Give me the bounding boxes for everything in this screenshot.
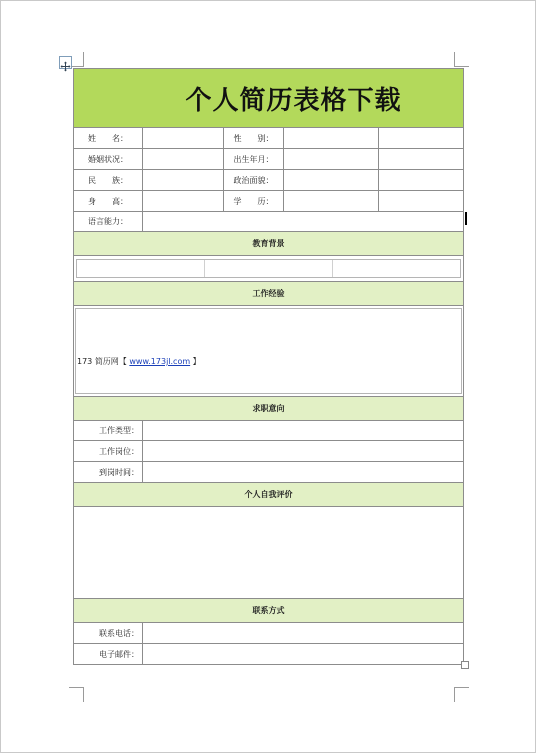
phone-value-cell[interactable] [143, 623, 463, 643]
resume-table [73, 68, 464, 665]
birth-value-cell[interactable] [284, 149, 379, 169]
table-move-icon[interactable] [59, 56, 72, 69]
section-education: 教育背景 [73, 232, 464, 256]
name-label: 姓 名： [74, 128, 143, 148]
job-type-row [73, 421, 464, 441]
email-value-cell[interactable] [143, 644, 463, 664]
phone-row [73, 623, 464, 644]
arrival-time-label: 到岗时间： [74, 462, 143, 482]
education-content[interactable] [73, 256, 464, 282]
section-contact: 联系方式 [73, 599, 464, 623]
ethnicity-label: 民 族： [74, 170, 143, 190]
gender-value-cell[interactable] [284, 128, 379, 148]
resume-title: 个人简历表格下载 [185, 85, 402, 116]
height-value-cell[interactable] [143, 191, 224, 211]
language-row [73, 212, 464, 232]
job-position-row [73, 441, 464, 462]
job-position-label: 工作岗位： [74, 441, 143, 461]
photo-cell[interactable] [378, 127, 464, 210]
language-value-cell[interactable] [143, 212, 463, 231]
crop-mark-bottom-left [69, 687, 84, 702]
marital-label: 婚姻状况： [74, 149, 143, 169]
crop-mark-bottom-right [454, 687, 469, 702]
education-grid [76, 259, 461, 278]
section-intention: 求职意向 [73, 397, 464, 421]
site-link[interactable]: www.173jl.com [129, 357, 191, 366]
text-cursor [465, 212, 467, 225]
phone-label: 联系电话： [74, 623, 143, 643]
table-resize-handle[interactable] [461, 661, 469, 669]
title-row [73, 68, 464, 128]
arrival-time-value-cell[interactable] [143, 462, 463, 482]
work-box [75, 308, 462, 394]
email-row [73, 644, 464, 665]
education-level-value-cell[interactable] [284, 191, 379, 211]
ethnicity-value-cell[interactable] [143, 170, 224, 190]
height-label: 身 高： [74, 191, 143, 211]
work-text-prefix: 173 简历网【 [77, 357, 130, 366]
education-level-label: 学 历： [224, 191, 284, 211]
marital-value-cell[interactable] [143, 149, 224, 169]
language-label: 语言能力： [74, 212, 143, 231]
crop-mark-top-right [454, 52, 469, 67]
email-label: 电子邮件： [74, 644, 143, 664]
self-eval-content[interactable] [73, 507, 464, 599]
birth-label: 出生年月： [224, 149, 284, 169]
arrival-time-row [73, 462, 464, 483]
job-position-value-cell[interactable] [143, 441, 463, 461]
work-text-suffix: 】 [190, 357, 201, 366]
section-self-eval: 个人自我评价 [73, 483, 464, 507]
politics-label: 政治面貌： [224, 170, 284, 190]
job-type-label: 工作类型： [74, 421, 143, 440]
section-work: 工作经验 [73, 282, 464, 306]
job-type-value-cell[interactable] [143, 421, 463, 440]
gender-label: 性 别： [224, 128, 284, 148]
work-text [77, 356, 201, 367]
name-value-cell[interactable] [143, 128, 224, 148]
politics-value-cell[interactable] [284, 170, 379, 190]
work-content[interactable] [73, 306, 464, 397]
